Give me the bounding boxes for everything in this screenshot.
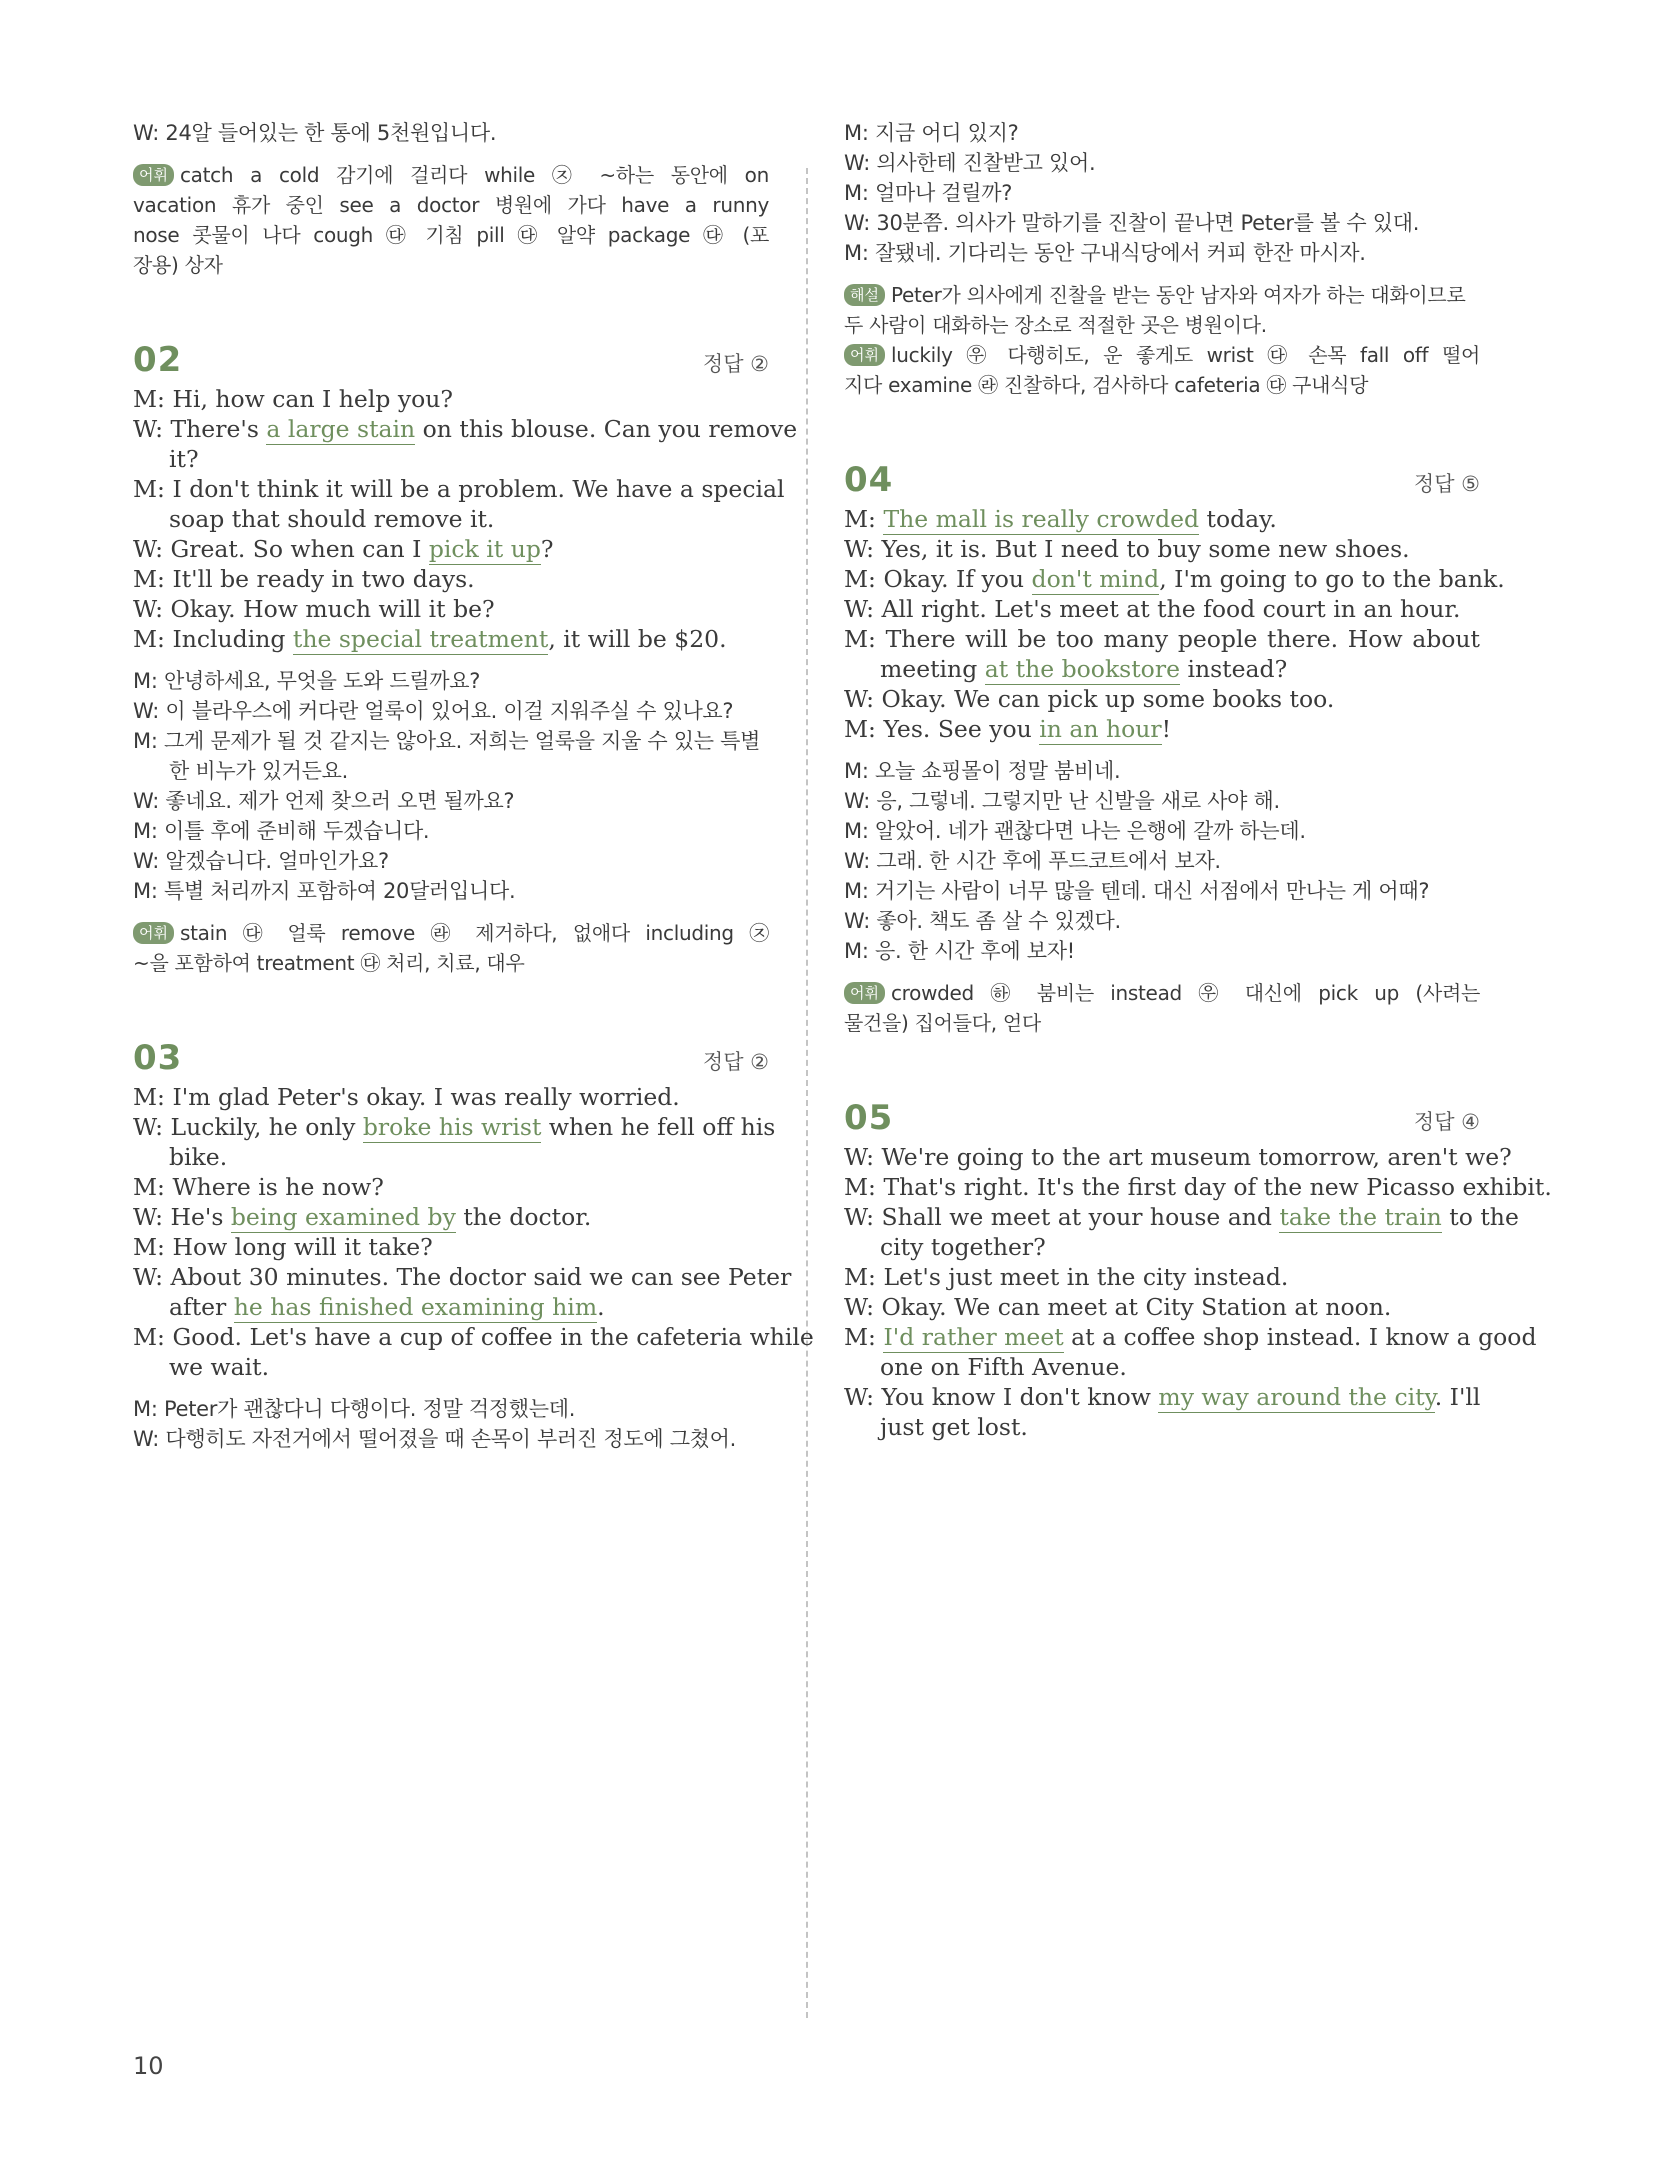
dialogue-line: W: Okay. We can meet at City Station at noon. — [844, 1293, 1392, 1321]
answer-blank: pick it up — [428, 535, 541, 563]
vocab-line: nose 콧물이 나다 cough ㉰ 기침 pill ㉰ 알약 package ㉰ (포 — [133, 223, 769, 247]
korean-line: M: 특별 처리까지 포함하여 20달러입니다. — [133, 879, 516, 903]
dialogue-line: bike. — [169, 1143, 228, 1171]
korean-line: M: 이틀 후에 준비해 두겠습니다. — [133, 819, 430, 843]
answer-blank: in an hour — [1039, 715, 1162, 743]
dialogue-line: M: There will be too many people there. How about — [844, 625, 1480, 653]
korean-line: W: 의사한테 진찰받고 있어. — [844, 151, 1096, 175]
dialogue-line: W: We're going to the art museum tomorrow, aren't we? — [844, 1143, 1512, 1171]
dialogue-line: M: Okay. If you don't mind, I'm going to go to the bank. — [844, 565, 1505, 593]
dialogue-line: M: Let's just meet in the city instead. — [844, 1263, 1289, 1291]
dialogue-line: M: That's right. It's the first day of the new Picasso exhibit. — [844, 1173, 1552, 1201]
answer-blank: he has finished examining him — [233, 1293, 598, 1321]
vocab-badge: 어휘 — [844, 982, 885, 1004]
page-number: 10 — [133, 2052, 164, 2080]
dialogue-line: W: Shall we meet at your house and take the train to the — [844, 1203, 1519, 1231]
explanation-line: 두 사람이 대화하는 장소로 적절한 곳은 병원이다. — [844, 313, 1267, 337]
korean-line: M: 응. 한 시간 후에 보자! — [844, 939, 1075, 963]
dialogue-line: W: He's being examined by the doctor. — [133, 1203, 592, 1231]
dialogue-line: M: The mall is really crowded today. — [844, 505, 1277, 533]
answer-blank: the special treatment — [292, 625, 549, 653]
dialogue-line: W: All right. Let's meet at the food court in an hour. — [844, 595, 1461, 623]
section-number: 05 — [844, 1098, 894, 1138]
dialogue-line: we wait. — [169, 1353, 270, 1381]
answer-blank: The mall is really crowded — [883, 505, 1200, 533]
section-number: 02 — [133, 340, 183, 380]
dialogue-line: M: I'd rather meet at a coffee shop instead. I know a good — [844, 1323, 1537, 1351]
dialogue-line: M: I'm glad Peter's okay. I was really worried. — [133, 1083, 680, 1111]
dialogue-line: W: About 30 minutes. The doctor said we can see Peter — [133, 1263, 792, 1291]
korean-line: M: 잘됐네. 기다리는 동안 구내식당에서 커피 한잔 마시자. — [844, 241, 1366, 265]
korean-line: M: 오늘 쇼핑몰이 정말 붐비네. — [844, 759, 1121, 783]
dialogue-line: M: Where is he now? — [133, 1173, 384, 1201]
section-number: 04 — [844, 460, 894, 500]
dialogue-line: soap that should remove it. — [169, 505, 495, 533]
dialogue-line: W: Okay. We can pick up some books too. — [844, 685, 1335, 713]
korean-line: M: 지금 어디 있지? — [844, 121, 1019, 145]
answer-key: 정답 ④ — [1413, 1110, 1480, 1134]
korean-line: W: 응, 그렇네. 그렇지만 난 신발을 새로 사야 해. — [844, 789, 1280, 813]
vocab-line: 장용) 상자 — [133, 253, 223, 277]
korean-line: M: 안녕하세요, 무엇을 도와 드릴까요? — [133, 669, 481, 693]
vocab-line: 물건을) 집어들다, 얻다 — [844, 1011, 1041, 1035]
dialogue-line: W: There's a large stain on this blouse. Can you remove — [133, 415, 798, 443]
dialogue-line: M: Good. Let's have a cup of coffee in the cafeteria while — [133, 1323, 814, 1351]
dialogue-line: one on Fifth Avenue. — [880, 1353, 1127, 1381]
vocab-badge: 어휘 — [133, 164, 174, 186]
korean-line: W: 좋아. 책도 좀 살 수 있겠다. — [844, 909, 1121, 933]
dialogue-line: it? — [169, 445, 199, 473]
korean-line: 한 비누가 있거든요. — [169, 759, 349, 783]
korean-line: W: 좋네요. 제가 언제 찾으러 오면 될까요? — [133, 789, 515, 813]
korean-line: M: 얼마나 걸릴까? — [844, 181, 1013, 205]
explanation-line: 해설 Peter가 의사에게 진찰을 받는 동안 남자와 여자가 하는 대화이므로 — [844, 274, 1480, 316]
dialogue-line: city together? — [880, 1233, 1046, 1261]
answer-blank: at the bookstore — [984, 655, 1180, 683]
korean-line: W: 이 블라우스에 커다란 얼룩이 있어요. 이걸 지워주실 수 있나요? — [133, 699, 734, 723]
dialogue-line: W: Great. So when can I pick it up? — [133, 535, 554, 563]
vocab-badge: 어휘 — [844, 344, 885, 366]
dialogue-line: M: It'll be ready in two days. — [133, 565, 475, 593]
korean-line: W: 24알 들어있는 한 통에 5천원입니다. — [133, 121, 497, 145]
korean-line: W: 그래. 한 시간 후에 푸드코트에서 보자. — [844, 849, 1221, 873]
dialogue-line: W: You know I don't know my way around the city. I'll — [844, 1383, 1481, 1411]
dialogue-line: M: Yes. See you in an hour! — [844, 715, 1172, 743]
answer-blank: my way around the city — [1158, 1383, 1435, 1411]
answer-blank: take the train — [1279, 1203, 1442, 1231]
dialogue-line: M: Hi, how can I help you? — [133, 385, 454, 413]
explanation-badge: 해설 — [844, 284, 885, 306]
answer-blank: a large stain — [266, 415, 416, 443]
korean-line: M: 그게 문제가 될 것 같지는 않아요. 저희는 얼룩을 지울 수 있는 특별 — [133, 729, 761, 753]
dialogue-line: M: How long will it take? — [133, 1233, 433, 1261]
vocab-line: 지다 examine ㉱ 진찰하다, 검사하다 cafeteria ㉰ 구내식당 — [844, 373, 1369, 397]
dialogue-line: W: Luckily, he only broke his wrist when he fell off his — [133, 1113, 776, 1141]
answer-key: 정답 ② — [702, 352, 769, 376]
vocab-line: 어휘 stain ㉰ 얼룩 remove ㉱ 제거하다, 없애다 including ㉨ — [133, 912, 769, 954]
section-number: 03 — [133, 1038, 183, 1078]
dialogue-line: just get lost. — [880, 1413, 1028, 1441]
korean-line: M: 알았어. 네가 괜찮다면 나는 은행에 갈까 하는데. — [844, 819, 1306, 843]
vocab-line: vacation 휴가 중인 see a doctor 병원에 가다 have a runny — [133, 193, 769, 217]
korean-line: W: 알겠습니다. 얼마인가요? — [133, 849, 389, 873]
dialogue-line: after he has finished examining him. — [169, 1293, 605, 1321]
dialogue-line: meeting at the bookstore instead? — [880, 655, 1288, 683]
vocab-line: 어휘 crowded ㉻ 붐비는 instead ㉾ 대신에 pick up (사려는 — [844, 972, 1480, 1014]
dialogue-line: W: Yes, it is. But I need to buy some new shoes. — [844, 535, 1410, 563]
vocab-badge: 어휘 — [133, 922, 174, 944]
dialogue-line: M: I don't think it will be a problem. We have a special — [133, 475, 785, 503]
dialogue-line: W: Okay. How much will it be? — [133, 595, 495, 623]
korean-line: M: Peter가 괜찮다니 다행이다. 정말 걱정했는데. — [133, 1397, 576, 1421]
answer-blank: being examined by — [230, 1203, 456, 1231]
answer-key: 정답 ② — [702, 1050, 769, 1074]
vocab-line: 어휘 catch a cold 감기에 걸리다 while ㉨ ~하는 동안에 on — [133, 154, 769, 196]
answer-blank: broke his wrist — [362, 1113, 542, 1141]
column-divider — [806, 168, 808, 2018]
korean-line: W: 다행히도 자전거에서 떨어졌을 때 손목이 부러진 정도에 그쳤어. — [133, 1427, 737, 1451]
dialogue-line: M: Including the special treatment, it will be $20. — [133, 625, 727, 653]
answer-blank: I'd rather meet — [883, 1323, 1064, 1351]
vocab-line: ~을 포함하여 treatment ㉰ 처리, 치료, 대우 — [133, 951, 525, 975]
answer-key: 정답 ⑤ — [1413, 472, 1480, 496]
answer-blank: don't mind — [1031, 565, 1160, 593]
korean-line: M: 거기는 사람이 너무 많을 텐데. 대신 서점에서 만나는 게 어때? — [844, 879, 1430, 903]
korean-line: W: 30분쯤. 의사가 말하기를 진찰이 끝나면 Peter를 볼 수 있대. — [844, 211, 1420, 235]
vocab-line: 어휘 luckily ㉾ 다행히도, 운 좋게도 wrist ㉰ 손목 fall off 떨어 — [844, 334, 1480, 376]
